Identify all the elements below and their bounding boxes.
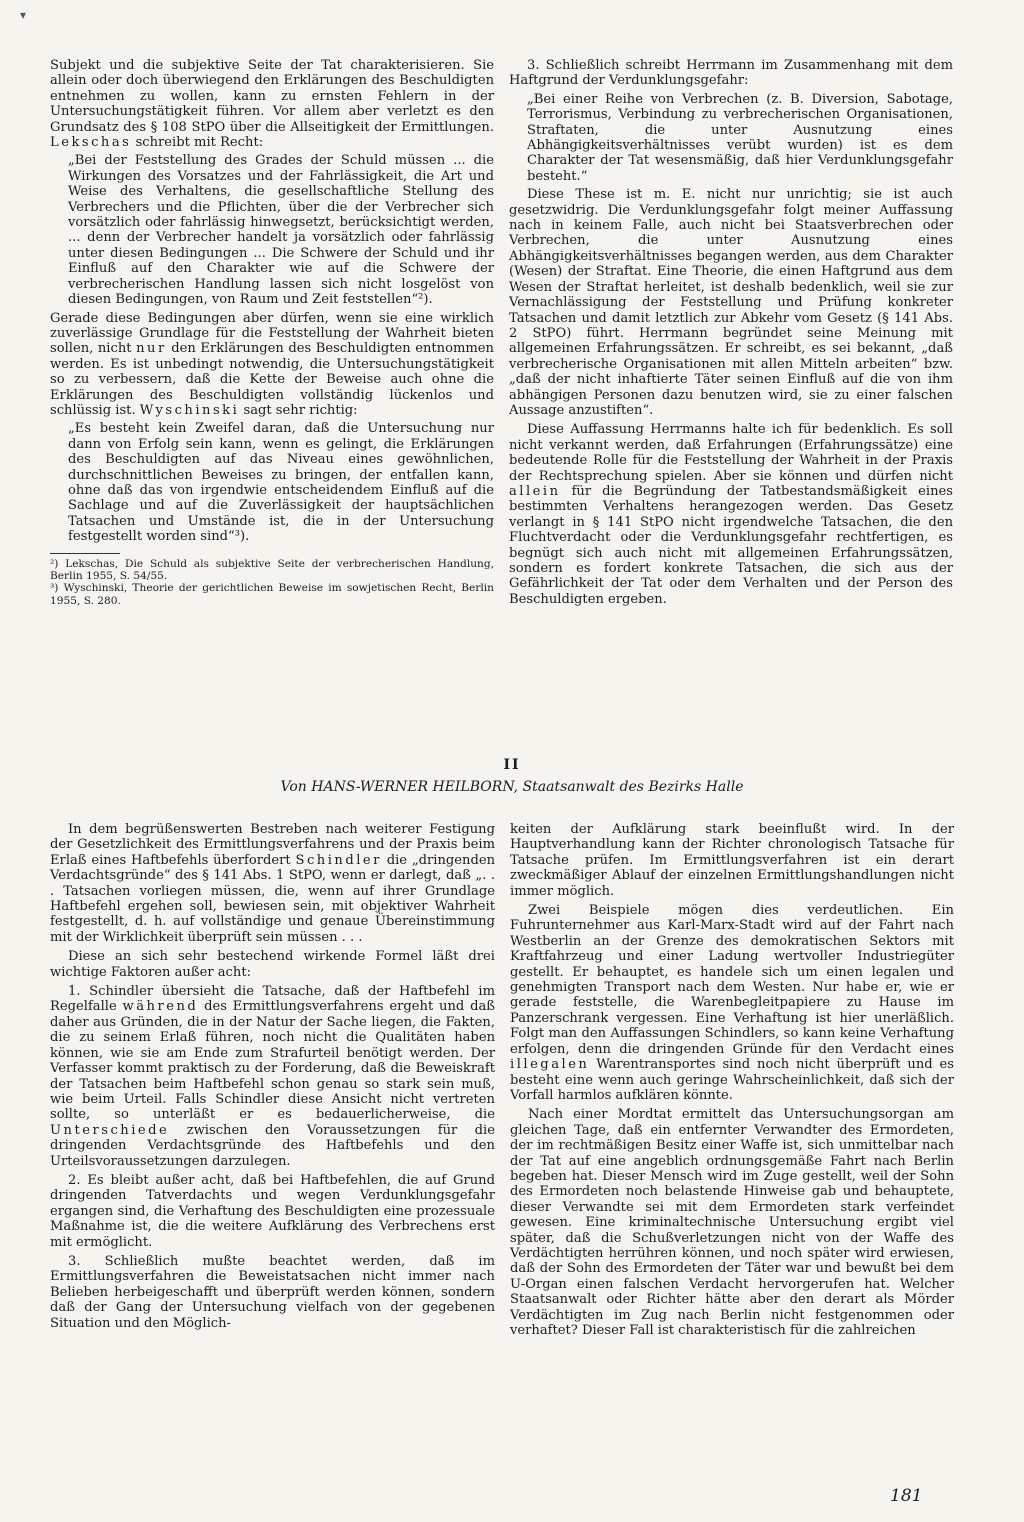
quotation: „Bei einer Reihe von Verbrechen (z. B. Diversion, Sabotage, Terrorismus, Verbindung zu verbrecherischen Organisationen, Straftaten, die unter Ausnutzung eines Abhängigkeitsverhältnisses verübt wurden) ist es dem Charakter der Tat wesensmäßig, daß hier Verdunklungsgefahr besteht.“ <box>527 91 953 184</box>
quotation: „Bei der Feststellung des Grades der Schuld müssen ... die Wirkungen des Vorsatzes und der Fahrlässigkeit, die Art und Weise des Verhaltens, die gesellschaftliche Stellung des Verbrechers und die Pflichten, über die der Verbrecher sich vorsätzlich oder fahrlässig hinwegsetzt, berücksichtigt werden, ... denn der Verbrecher handelt ja vorsätzlich oder fahrlässig unter diesen Bedingungen ... Die Schwere der Schuld und ihr Einfluß auf den Charakter wie auf die Schwere der verbrecherischen Handlung lassen sich nicht losgelöst von diesen Bedingungen, von Raum und Zeit feststellen“²). <box>68 153 494 308</box>
column-top-right <box>509 58 953 607</box>
author-name: Lekschas <box>50 135 132 151</box>
footnote: ²) Lekschas, Die Schuld als subjektive Seite der verbrecherischen Handlung, Berlin 1955, S. 54/55. <box>50 557 494 582</box>
paragraph: keiten der Aufklärung stark beeinflußt wird. In der Hauptverhandlung kann der Richter chronologisch Tatsache für Tatsache prüfen. Im Ermittlungsverfahren ist ein derart zweckmäßiger Ablauf der einzelnen Ermittlungshandlungen nicht immer möglich. <box>510 822 954 899</box>
author-name: Schindler <box>295 852 382 868</box>
paragraph: Diese an sich sehr bestechend wirkende Formel läßt drei wichtige Faktoren außer acht: <box>50 949 495 980</box>
author: HANS-WERNER HEILBORN, <box>311 779 519 795</box>
footnote-rule <box>50 553 120 554</box>
column-bottom-right <box>510 822 954 1338</box>
paragraph: Subjekt und die subjektive Seite der Tat charakterisieren. Sie allein oder doch überwiegend den Erklärungen des Beschuldigten entnehmen zu wollen, kann zu ernsten Fehlern in der Untersuchungstätigkeit führen. Vor allem aber verletzt es den Grundsatz des § 108 StPO über die Allseitigkeit der Ermittlungen. Lekschas schreibt mit Recht: <box>50 58 494 151</box>
paragraph: 2. Es bleibt außer acht, daß bei Haftbefehlen, die auf Grund dringenden Tatverdachts und wegen Verdunklungsgefahr ergangen sind, die Verhaftung des Beschuldigten eine prozessuale Maßnahme ist, die die weitere Aufklärung des Verbrechens erst mit ermöglicht. <box>50 1172 495 1250</box>
section-numeral: II <box>503 757 521 773</box>
paragraph: 3. Schließlich mußte beachtet werden, daß im Ermittlungsverfahren die Beweistatsachen nicht immer nach Belieben herbeigeschafft und überprüft werden können, sondern daß der Gang der Untersuchung vielfach von der gegebenen Situation und den Möglich- <box>50 1253 495 1331</box>
page-number: 181 <box>890 1486 923 1506</box>
column-top-left <box>50 58 494 607</box>
corner-mark: ▾ <box>20 8 27 22</box>
footnote: ³) Wyschinski, Theorie der gerichtlichen Beweise im sowjetischen Recht, Berlin 1955, S. 280. <box>50 582 494 607</box>
paragraph: Zwei Beispiele mögen dies verdeutlichen. Ein Fuhrunternehmer aus Karl-Marx-Stadt wird auf der Fahrt nach Westberlin an der Grenze des demokratischen Sektors mit Kraftfahrzeug und einer Ladung wertvoller Industriegüter gestellt. Er behauptet, es handele sich um einen legalen und genehmigten Transport nach dem Westen. Nur habe er, wie er gerade feststelle, die Warenbegleitpapiere zu Hause im Panzerschrank vergessen. Eine Verhaftung ist hier unerläßlich. Folgt man den Auffassungen Schindlers, so kann keine Verhaftung erfolgen, denn die dringenden Gründe für den Verdacht eines illegalen Warentransportes sind noch nicht überprüft und es besteht eine wenn auch geringe Wahrscheinlichkeit, daß sich der Vorfall harmlos aufklären könnte. <box>510 903 954 1103</box>
author-role: Staatsanwalt des Bezirks Halle <box>522 779 744 795</box>
paragraph: In dem begrüßenswerten Bestreben nach weiterer Festigung der Gesetzlichkeit des Ermittlungsverfahrens und der Praxis beim Erlaß eines Haftbefehls überfordert Schindler die „dringenden Verdachtsgründe“ des § 141 Abs. 1 StPO, wenn er darlegt, daß „. . . Tatsachen vorliegen müssen, die, wenn auf ihrer Grundlage Haftbefehl ergehen soll, bewiesen sein, mit objektiver Wahrheit festgestellt, d. h. auf vollständige und genaue Übereinstimmung mit der Wirklichkeit überprüft sein müssen . . . <box>50 822 496 945</box>
author-name: Wyschinski <box>139 402 240 418</box>
column-bottom-left <box>50 822 495 1331</box>
paragraph: Diese Auffassung Herrmanns halte ich für bedenklich. Es soll nicht verkannt werden, daß Erfahrungen (Erfahrungssätze) eine bedeutende Rolle für die Feststellung der Wahrheit in der Praxis der Rechtsprechung spielen. Aber sie können und dürfen nicht allein für die Begründung der Tatbestandsmäßigkeit eines bestimmten Verhaltens herangezogen werden. Das Gesetz verlangt in § 141 StPO nicht irgendwelche Tatsachen, die den Fluchtverdacht oder die Verdunklungsgefahr rechtfertigen, es begnügt sich auch nicht mit allgemeinen Erfahrungssätzen, sondern es fordert konkrete Tatsachen, die sich aus der Gefährlichkeit der Tat oder dem Verhalten und der Person des Beschuldigten ergeben. <box>509 422 954 607</box>
paragraph: Gerade diese Bedingungen aber dürfen, wenn sie eine wirklich zuverlässige Grundlage für die Feststellung der Wahrheit bieten sollen, nicht nur den Erklärungen des Beschuldigten entnommen werden. Es ist unbedingt notwendig, die Untersuchungstätigkeit so zu verbessern, daß die Kette der Beweise auch ohne die Erklärungen des Beschuldigten vollständig lückenlos und schlüssig ist. Wyschinski sagt sehr richtig: <box>50 310 494 418</box>
paragraph: 3. Schließlich schreibt Herrmann im Zusammenhang mit dem Haftgrund der Verdunklungsgefahr: <box>509 58 953 89</box>
paragraph: 1. Schindler übersieht die Tatsache, daß der Haftbefehl im Regelfalle während des Ermittlungsverfahrens ergeht und daß daher aus Gründen, die in der Natur der Sache liegen, die Fakten, die zu seinem Erlaß führen, noch nicht die Qualitäten haben können, wie sie am Ende zum Strafurteil benötigt werden. Der Verfasser kommt praktisch zu der Forderung, daß die Beweiskraft der Tatsachen beim Haftbefehl schon genau so stark sein muß, wie beim Urteil. Falls Schindler diese Ansicht nicht vertreten sollte, so unterläßt er es bedauerlicherweise, die Unterschiede zwischen den Voraussetzungen für die dringenden Verdachtsgründe des Haftbefehls und den Urteilsvoraussetzungen darzulegen. <box>50 984 496 1169</box>
paragraph: Nach einer Mordtat ermittelt das Untersuchungsorgan am gleichen Tage, daß ein entfernter Verwandter des Ermordeten, der im rechtmäßigen Besitz einer Waffe ist, sich unmittelbar nach der Tat auf eine angeblich ordnungsgemäße Fahrt nach Berlin begeben hat. Dieser Mensch wird im Zuge gestellt, weil der Sohn des Ermordeten noch belastende Hinweise gab und behauptete, dieser Verwandte sei mit dem Ermordeten stark verfeindet gewesen. Eine kriminaltechnische Untersuchung ergibt viel später, daß die Schußverletzungen nicht von der Waffe des Verdächtigten herrühren können, und noch später wird erwiesen, daß der Sohn des Ermordeten der Täter war und bewußt bei dem U-Organ einen falschen Verdacht hervorgerufen hat. Welcher Staatsanwalt oder Richter hätte aber den derart als Mörder Verdächtigten im Zug nach Berlin nicht festgenommen oder verhaftet? Dieser Fall ist charakteristisch für die zahlreichen <box>510 1107 954 1338</box>
quotation: „Es besteht kein Zweifel daran, daß die Untersuchung nur dann von Erfolg sein kann, wenn es gelingt, die Erklärungen des Beschuldigten auf das Niveau eines gewöhnlichen, durchschnittlichen Beweises zu bringen, der entfallen kann, ohne daß das von irgendwie entscheidendem Einfluß auf die Sachlage und auf die Zuverlässigkeit der hauptsächlichen Tatsachen und Umstände ist, die in der Untersuchung festgestellt worden sind“³). <box>68 421 494 545</box>
paragraph: Diese These ist m. E. nicht nur unrichtig; sie ist auch gesetzwidrig. Die Verdunklungsgefahr folgt meiner Auffassung nach in keinem Falle, auch nicht bei Staatsverbrechen oder Verbrechen, die unter Ausnutzung eines Abhängigkeitsverhältnisses begangen werden, aus dem Charakter (Wesen) der Straftat. Eine Theorie, die einen Haftgrund aus dem Wesen der Straftat herleitet, ist deshalb bedenklich, weil sie zur Vernachlässigung der Feststellung und Prüfung konkreter Tatsachen und damit letztlich zur Abkehr vom Gesetz (§ 141 Abs. 2 StPO) führt. Herrmann begründet seine Meinung mit allgemeinen Erfahrungssätzen. Er schreibt, es sei bekannt, „daß verbrecherische Organisationen mit allen Mitteln arbeiten“ bzw. „daß der nicht inhaftierte Täter seinen Einfluß auf die von ihm abhängigen Personen dazu benutzen wird, sie zu einer falschen Aussage anzustiften“. <box>509 187 953 418</box>
byline: Von HANS-WERNER HEILBORN, Staatsanwalt des Bezirks Halle <box>280 779 744 795</box>
